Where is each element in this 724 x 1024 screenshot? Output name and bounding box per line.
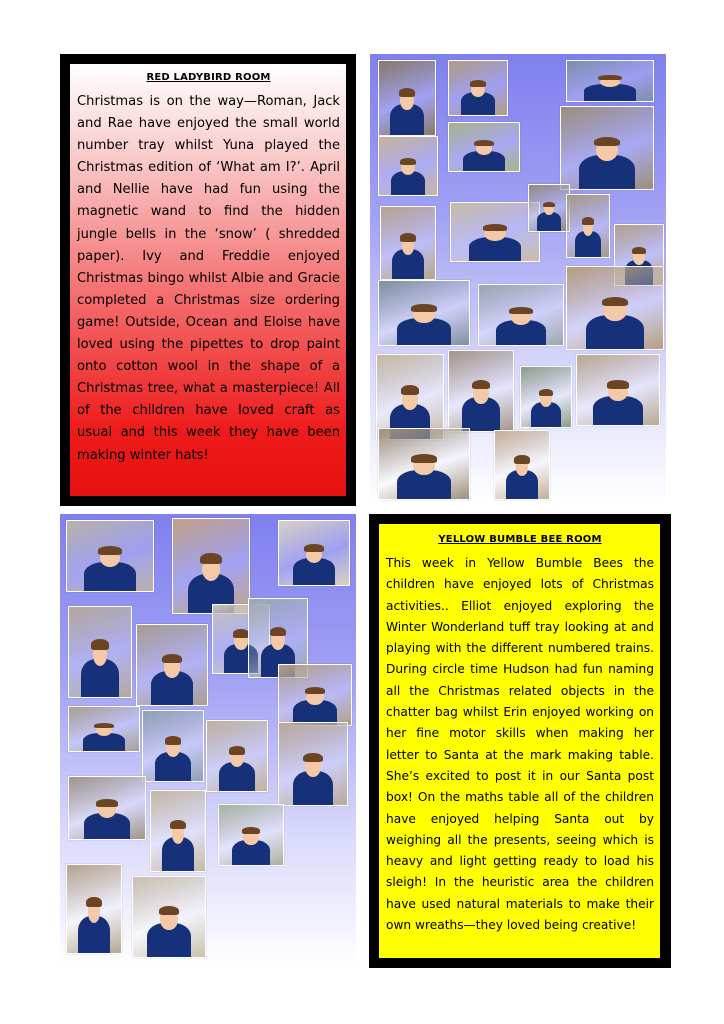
child-hair — [539, 389, 553, 396]
child-hair — [165, 736, 182, 744]
child-hair — [400, 233, 415, 242]
collage-photo — [150, 790, 206, 872]
collage-photo — [68, 706, 140, 752]
collage-photo — [142, 710, 204, 782]
collage-photo — [380, 206, 436, 280]
photo-collage-top — [370, 54, 666, 504]
child-hair — [483, 224, 508, 231]
child-hair — [86, 897, 101, 908]
collage-photo — [566, 60, 654, 102]
child-hair — [602, 297, 629, 307]
child-hair — [162, 654, 182, 664]
child-hair — [303, 753, 322, 763]
child-hair — [509, 307, 533, 314]
child-hair — [514, 455, 529, 463]
collage-photo — [278, 520, 350, 586]
collage-photo — [68, 776, 146, 840]
child-hair — [96, 799, 117, 806]
collage-photo — [206, 720, 268, 792]
child-hair — [159, 906, 179, 916]
collage-photo — [378, 280, 470, 346]
child-hair — [632, 247, 645, 254]
collage-photo — [136, 624, 208, 706]
child-hair — [594, 137, 620, 147]
child-hair — [170, 820, 185, 830]
child-hair — [543, 202, 554, 208]
collage-photo — [66, 864, 122, 954]
child-hair — [305, 687, 325, 694]
child-hair — [411, 304, 436, 312]
child-hair — [304, 544, 324, 552]
yellow-bumble-bee-title: YELLOW BUMBLE BEE ROOM — [438, 534, 602, 545]
red-ladybird-panel — [60, 54, 356, 506]
child-hair — [582, 217, 594, 224]
child-hair — [94, 723, 114, 728]
red-ladybird-title: RED LADYBIRD ROOM — [146, 72, 271, 83]
collage-photo — [278, 664, 352, 726]
child-hair — [98, 546, 122, 554]
child-hair — [607, 380, 630, 388]
collage-photo — [378, 60, 436, 136]
collage-photo — [68, 606, 132, 698]
collage-photo — [218, 804, 284, 866]
child-hair — [229, 746, 246, 754]
collage-photo — [566, 194, 610, 258]
collage-photo — [560, 106, 654, 190]
child-hair — [598, 75, 622, 80]
red-ladybird-content — [70, 64, 346, 496]
child-hair — [399, 88, 415, 97]
photo-collage-bottom — [60, 514, 356, 968]
child-hair — [242, 827, 260, 834]
child-hair — [470, 80, 486, 86]
yellow-bumble-bee-panel — [369, 514, 671, 968]
collage-photo — [448, 60, 508, 116]
collage-photo — [132, 876, 206, 958]
child-hair — [474, 140, 494, 146]
child-hair — [472, 380, 490, 390]
collage-photo — [172, 518, 250, 614]
child-hair — [411, 454, 436, 462]
child-hair — [91, 639, 108, 650]
child-hair — [270, 627, 286, 636]
yellow-bumble-bee-body: This week in Yellow Bumble Bees the children have enjoyed lots of Christmas activities.. Elliot enjoyed exploring the Winter Wonderland tuff tray looking at and playing with the different numbered trains. During circle time Hudson had fun naming all the Christmas related objects in the chatter bag whilst Erin enjoyed working on her fine motor skills when making her letter to Santa at the mark making table. She’s excited to post it in our Santa post box! On the maths table all of the children have enjoyed helping Santa out by weighing all the presents, seeing which is heavy and light getting ready to load his sleigh! In the heuristic area the children have used natural materials to make their own wreaths—they loved being creative! — [386, 556, 654, 933]
collage-photo — [378, 136, 438, 196]
child-hair — [233, 629, 249, 637]
child-hair — [200, 553, 221, 564]
collage-photo — [566, 266, 664, 350]
collage-photo — [378, 428, 470, 500]
collage-photo — [478, 284, 564, 346]
collage-photo — [448, 350, 514, 432]
collage-photo — [528, 184, 570, 232]
collage-photo — [278, 722, 348, 806]
child-hair — [401, 385, 419, 395]
collage-photo — [450, 202, 540, 262]
child-hair — [400, 158, 416, 165]
red-ladybird-body: Christmas is on the way—Roman, Jack and Rae have enjoyed the small world number tray whilst Yuna played the Christmas edition of ‘What am I?’. April and Nellie have had fun using the magnetic wand to find the hidden jungle bells in the ‘snow’ ( shredded paper). Ivy and Freddie enjoyed Christmas bingo whilst Albie and Gracie completed a Christmas size ordering game! Outside, Ocean and Eloise have loved using the pipettes to drop paint onto cotton wool in the shape of a Christmas tree, what a masterpiece! All of the children have loved craft as usual and this week they have been making winter hats! — [77, 94, 340, 463]
collage-photo — [494, 430, 550, 500]
collage-photo — [520, 366, 572, 428]
yellow-bumble-bee-content — [379, 524, 660, 958]
collage-photo — [66, 520, 154, 592]
collage-photo — [576, 354, 660, 426]
collage-photo — [448, 122, 520, 172]
